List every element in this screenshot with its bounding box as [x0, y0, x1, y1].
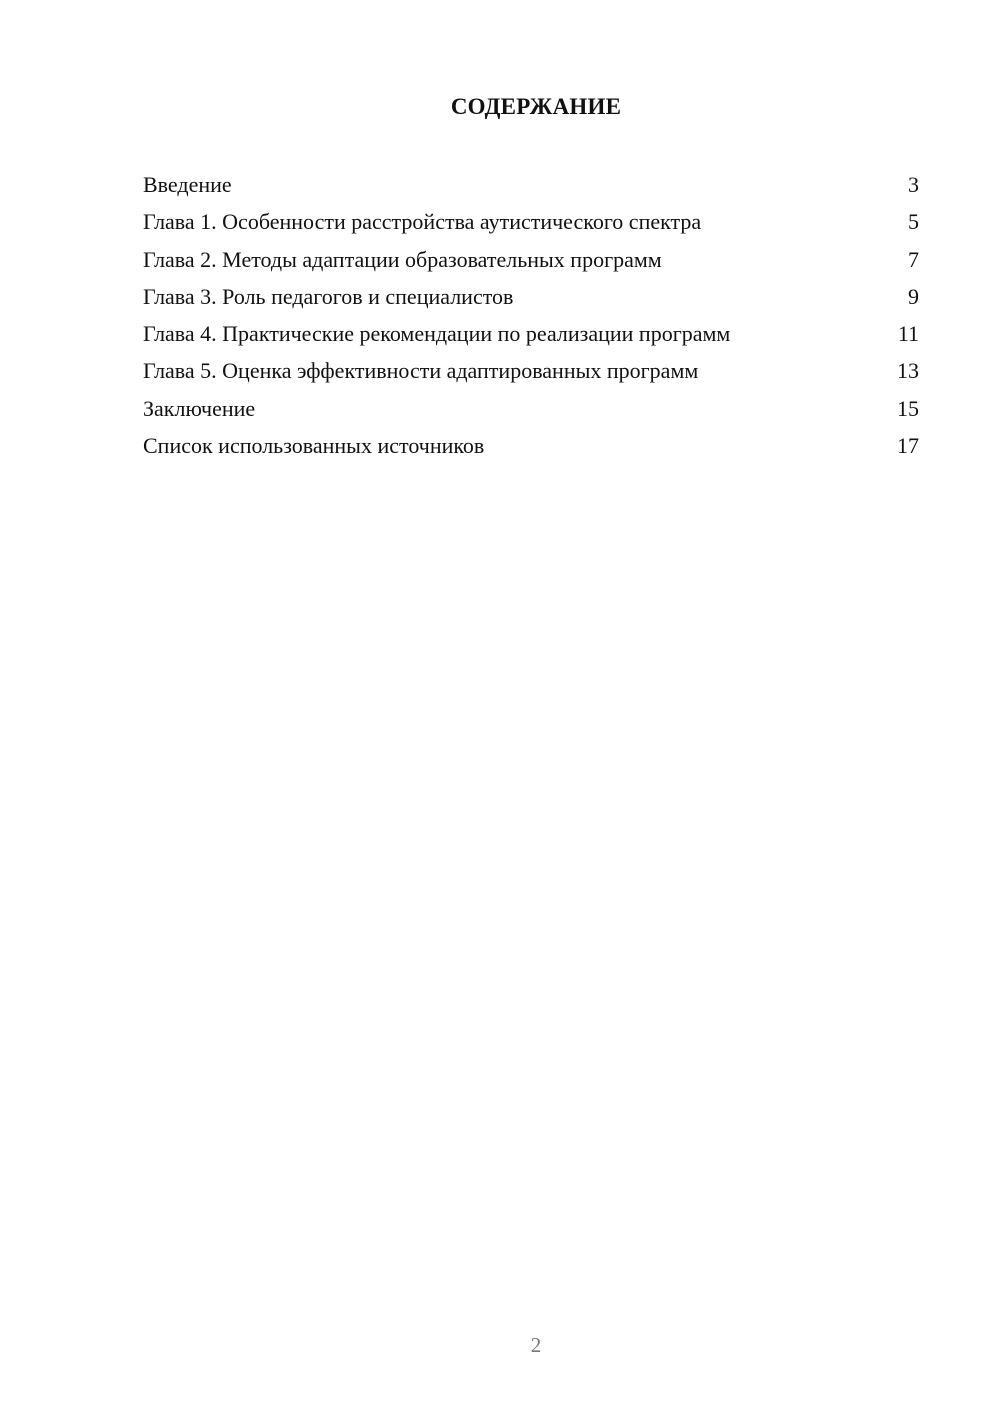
toc-entry-page: 3: [908, 172, 919, 197]
toc-entry-conclusion[interactable]: [143, 392, 919, 429]
page-number: 2: [530, 1333, 542, 1357]
table-of-contents: [143, 168, 919, 466]
toc-entry-chapter-3[interactable]: [143, 280, 919, 317]
toc-entry-label: Введение: [143, 172, 232, 197]
toc-entry-page: 7: [908, 246, 919, 272]
toc-entry-page: 5: [908, 209, 919, 235]
toc-title: СОДЕРЖАНИЕ: [450, 94, 622, 119]
toc-entry-label: Глава 2. Методы адаптации образовательных программ: [143, 246, 662, 272]
toc-entry-page: 17: [897, 433, 919, 459]
toc-entry-label: Глава 1. Особенности расстройства аутистического спектра: [143, 209, 702, 235]
toc-entry-label: Заключение: [143, 395, 256, 421]
toc-entry-chapter-4[interactable]: [143, 317, 919, 354]
toc-entry-introduction[interactable]: [143, 168, 919, 205]
toc-entry-chapter-5[interactable]: [143, 354, 919, 391]
toc-entry-references[interactable]: [143, 429, 919, 466]
toc-entry-page: 11: [897, 321, 919, 347]
toc-entry-chapter-1[interactable]: [143, 205, 919, 242]
toc-entry-label: Глава 4. Практические рекомендации по реализации программ: [143, 321, 731, 347]
toc-entry-page: 13: [897, 358, 919, 384]
toc-entry-label: Глава 3. Роль педагогов и специалистов: [143, 283, 514, 309]
toc-entry-page: 15: [897, 395, 919, 421]
toc-entry-chapter-2[interactable]: [143, 243, 919, 280]
toc-entry-page: 9: [908, 283, 919, 309]
toc-entry-label: Глава 5. Оценка эффективности адаптированных программ: [143, 358, 699, 384]
toc-entry-label: Список использованных источников: [143, 433, 485, 459]
